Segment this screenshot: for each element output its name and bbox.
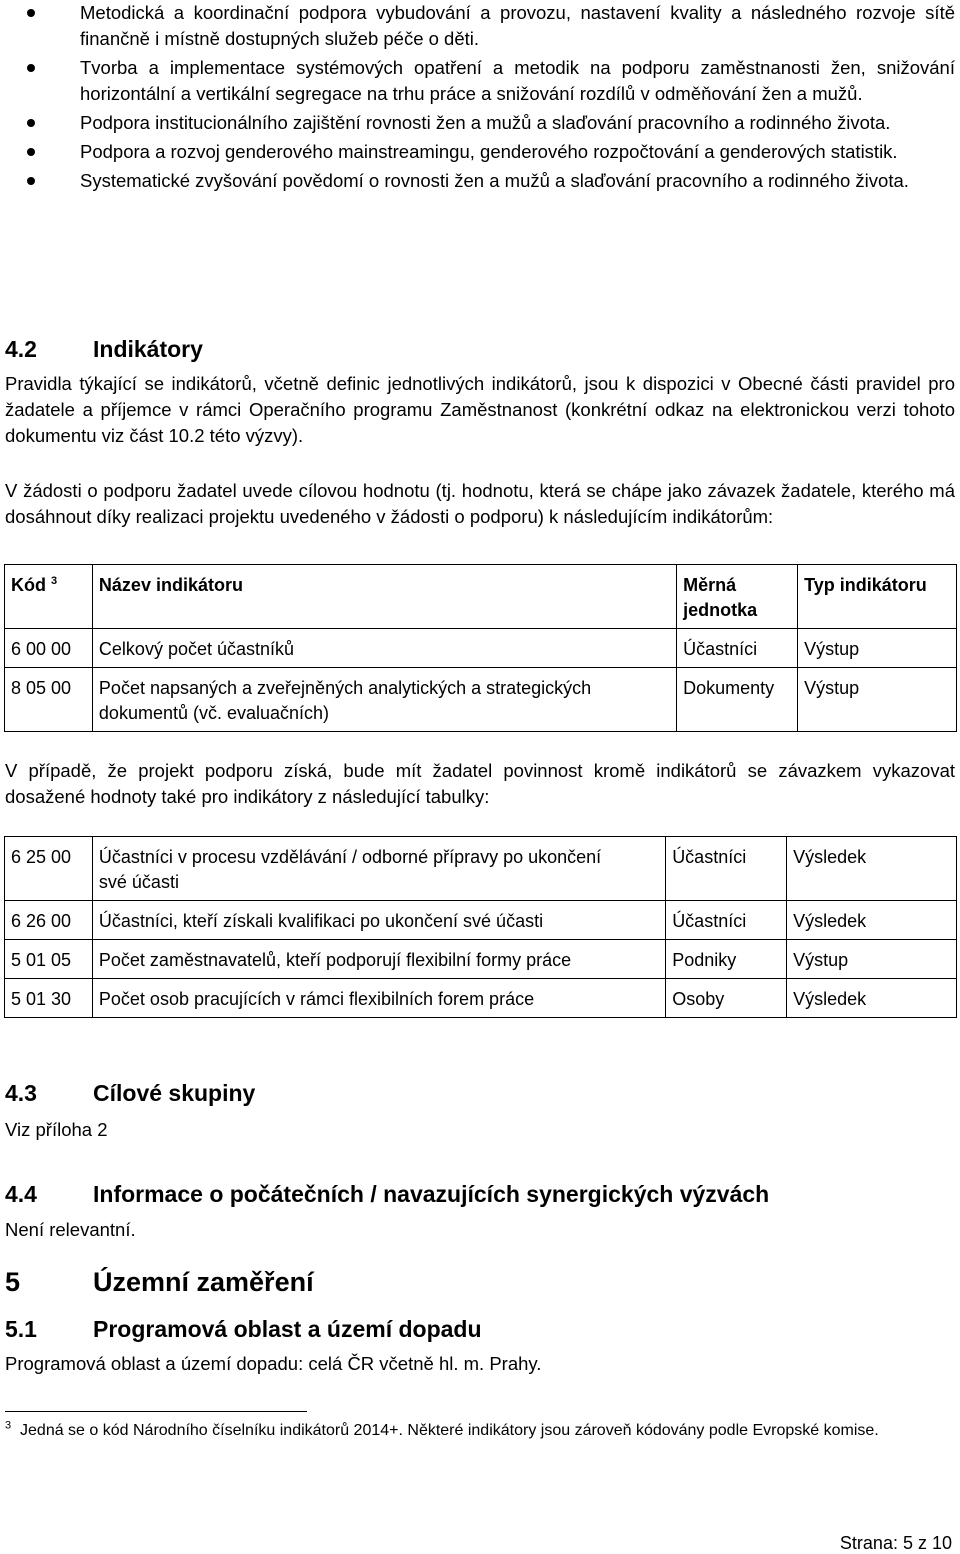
footnote-mark: 3 bbox=[5, 1419, 12, 1432]
header-nazev: Název indikátoru bbox=[92, 565, 676, 629]
footnote-ref: 3 bbox=[51, 575, 58, 587]
bullet-icon bbox=[27, 177, 35, 185]
cell-typ: Výsledek bbox=[787, 837, 957, 901]
section-heading-5-1: 5.1 Programová oblast a území dopadu bbox=[5, 1316, 482, 1342]
section-heading-4-2: 4.2 Indikátory bbox=[5, 336, 203, 362]
section-4-4-text: Není relevantní. bbox=[5, 1219, 136, 1240]
cell-typ: Výstup bbox=[787, 940, 957, 979]
indicator-table-1 bbox=[4, 564, 957, 732]
indicator-table-2 bbox=[4, 836, 957, 1018]
cell-typ: Výsledek bbox=[787, 901, 957, 940]
section-heading-4-3: 4.3 Cílové skupiny bbox=[5, 1080, 256, 1106]
list-item: Podpora institucionálního zajištění rovnosti žen a mužů a slaďování pracovního a rodinného života. bbox=[0, 110, 960, 136]
table-row bbox=[5, 837, 957, 901]
page-number: Strana: 5 z 10 bbox=[839, 1533, 952, 1553]
list-item: Systematické zvyšování povědomí o rovnosti žen a mužů a slaďování pracovního a rodinného života. bbox=[0, 168, 960, 194]
cell-nazev: Účastníci v procesu vzdělávání / odborné přípravy po ukončení své účasti bbox=[92, 837, 665, 901]
section-4-3-text: Viz příloha 2 bbox=[5, 1119, 108, 1140]
list-item: Tvorba a implementace systémových opatření a metodik na podporu zaměstnanosti žen, snižování horizontální a vertikální segregace na trhu práce a snižování rozdílů v odměňování žen a mužů. bbox=[0, 55, 960, 107]
cell-jednotka: Osoby bbox=[666, 979, 787, 1018]
bullet-icon bbox=[27, 148, 35, 156]
cell-nazev: Počet osob pracujících v rámci flexibilních forem práce bbox=[92, 979, 665, 1018]
cell-jednotka: Dokumenty bbox=[677, 668, 798, 732]
cell-typ: Výsledek bbox=[787, 979, 957, 1018]
bullet-icon bbox=[27, 64, 35, 72]
table-row bbox=[5, 979, 957, 1018]
cell-typ: Výstup bbox=[798, 629, 957, 668]
cell-kod: 6 25 00 bbox=[5, 837, 93, 901]
cell-jednotka: Účastníci bbox=[666, 837, 787, 901]
table-row bbox=[5, 940, 957, 979]
cell-jednotka: Účastníci bbox=[677, 629, 798, 668]
cell-nazev: Celkový počet účastníků bbox=[92, 629, 676, 668]
table-row bbox=[5, 629, 957, 668]
cell-kod: 8 05 00 bbox=[5, 668, 93, 732]
cell-kod: 5 01 30 bbox=[5, 979, 93, 1018]
table-row bbox=[5, 668, 957, 732]
table-header-row bbox=[5, 565, 957, 629]
list-item: Metodická a koordinační podpora vybudování a provozu, nastavení kvality a následného rozvoje sítě finančně i místně dostupných služeb péče o děti. bbox=[0, 0, 960, 52]
cell-nazev: Počet napsaných a zveřejněných analytických a strategických dokumentů (vč. evaluačních) bbox=[92, 668, 676, 732]
section-heading-4-4: 4.4 Informace o počátečních / navazujících synergických výzvách bbox=[5, 1181, 770, 1207]
cell-nazev: Účastníci, kteří získali kvalifikaci po ukončení své účasti bbox=[92, 901, 665, 940]
header-jednotka: Měrná jednotka bbox=[677, 565, 798, 629]
footnote-separator bbox=[5, 1411, 307, 1412]
header-kod: Kód $^3$ bbox=[5, 565, 93, 629]
cell-jednotka: Účastníci bbox=[666, 901, 787, 940]
section-heading-5: 5 Územní zaměření bbox=[5, 1267, 314, 1297]
cell-typ: Výstup bbox=[798, 668, 957, 732]
bullet-icon bbox=[27, 9, 35, 17]
footnote: $^3$ Jedná se o kód Národního číselníku indikátorů 2014+. Některé indikátory jsou zároveň kódovány podle Evropské komise. bbox=[5, 1419, 879, 1439]
indicators-paragraph-3: V případě, že projekt podporu získá, bude mít žadatel povinnost kromě indikátorů se závazkem vykazovat dosažené hodnoty také pro indikátory z následující tabulky: bbox=[5, 760, 955, 807]
cell-kod: 6 00 00 bbox=[5, 629, 93, 668]
indicators-paragraph-2: V žádosti o podporu žadatel uvede cílovou hodnotu (tj. hodnotu, která se chápe jako závazek žadatele, kterého má dosáhnout díky realizaci projektu uvedeného v žádosti o podporu) k následujícím indikátorům: bbox=[5, 480, 955, 527]
cell-kod: 5 01 05 bbox=[5, 940, 93, 979]
section-5-1-text: Programová oblast a území dopadu: celá ČR včetně hl. m. Prahy. bbox=[5, 1353, 542, 1374]
header-typ: Typ indikátoru bbox=[798, 565, 957, 629]
list-item: Podpora a rozvoj genderového mainstreamingu, genderového rozpočtování a genderových statistik. bbox=[0, 139, 960, 165]
table-row bbox=[5, 901, 957, 940]
bullet-icon bbox=[27, 119, 35, 127]
indicators-paragraph-1: Pravidla týkající se indikátorů, včetně definic jednotlivých indikátorů, jsou k dispozici v Obecné části pravidel pro žadatele a příjemce v rámci Operačního programu Zaměstnanost (konkrétní odkaz na elektronickou verzi tohoto dokumentu viz část 10.2 této výzvy). bbox=[5, 373, 955, 446]
bullet-list bbox=[0, 0, 960, 194]
cell-kod: 6 26 00 bbox=[5, 901, 93, 940]
cell-nazev: Počet zaměstnavatelů, kteří podporují flexibilní formy práce bbox=[92, 940, 665, 979]
cell-jednotka: Podniky bbox=[666, 940, 787, 979]
